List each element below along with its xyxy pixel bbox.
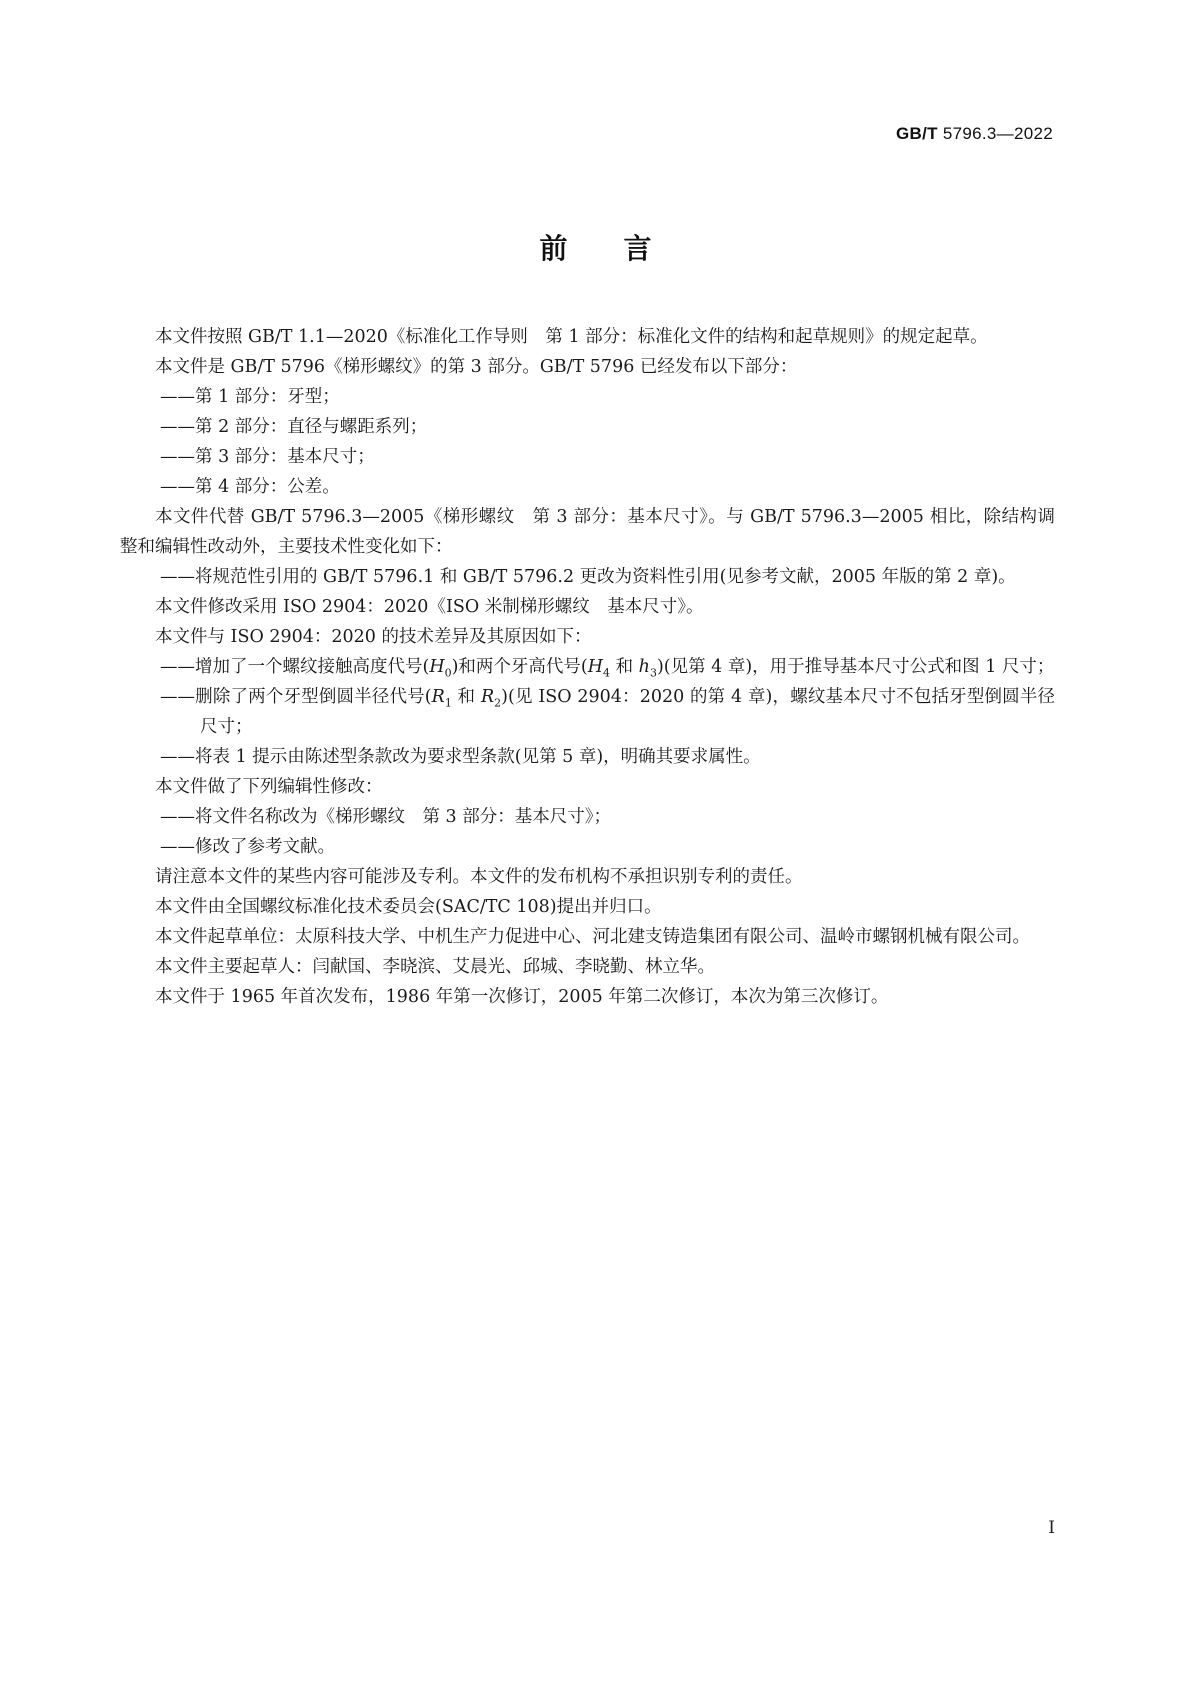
title-char-1: 前 (539, 232, 568, 265)
paragraph-history: 本文件于 1965 年首次发布，1986 年第一次修订，2005 年第二次修订，本次为第三次修订。 (155, 987, 889, 1007)
paragraph-drafting-units: 本文件起草单位：太原科技大学、中机生产力促进中心、河北建支铸造集团有限公司、温岭市螺钢机械有限公司。 (155, 927, 1030, 947)
list-item-part-4: ——第 4 部分：公差。 (160, 477, 340, 497)
paragraph-drafting-rules: 本文件按照 GB/T 1.1—2020《标准化工作导则 第 1 部分：标准化文件的结构和起草规则》的规定起草。 (155, 327, 988, 347)
paragraph-patent-notice: 请注意本文件的某些内容可能涉及专利。本文件的发布机构不承担识别专利的责任。 (155, 867, 803, 887)
list-item-rename: ——将文件名称改为《梯形螺纹 第 3 部分：基本尺寸》； (160, 807, 612, 827)
document-code-prefix: GB/T (896, 124, 938, 143)
list-item-bibliography: ——修改了参考文献。 (160, 837, 335, 857)
document-code (896, 124, 1053, 144)
document-code-number: 5796.3—2022 (942, 124, 1053, 143)
title-char-2: 言 (623, 232, 652, 265)
list-item-part-1: ——第 1 部分：牙型； (160, 387, 340, 407)
list-item-part-3: ——第 3 部分：基本尺寸； (160, 447, 375, 467)
foreword-body (120, 322, 1055, 1012)
paragraph-adoption: 本文件修改采用 ISO 2904：2020《ISO 米制梯形螺纹 基本尺寸》。 (155, 597, 704, 617)
paragraph-replaces: 本文件代替 GB/T 5796.3—2005《梯形螺纹 第 3 部分：基本尺寸》。与 GB/T 5796.3—2005 相比，除结构调整和编辑性改动外，主要技术性变化如下： (120, 507, 1055, 557)
paragraph-part-info: 本文件是 GB/T 5796《梯形螺纹》的第 3 部分。GB/T 5796 已经发布以下部分： (155, 357, 798, 377)
paragraph-drafters: 本文件主要起草人：闫献国、李晓滨、艾晨光、邱城、李晓勤、林立华。 (155, 957, 715, 977)
list-item-deleted-symbols: ——删除了两个牙型倒圆半径代号($R_1$ 和 $R_2$)(见 ISO 2904：2020 的第 4 章)，螺纹基本尺寸不包括牙型倒圆半径尺寸； (160, 687, 1055, 737)
paragraph-editorial: 本文件做了下列编辑性修改： (155, 777, 383, 797)
paragraph-committee: 本文件由全国螺纹标准化技术委员会(SAC/TC 108)提出并归口。 (155, 897, 662, 917)
list-item-change-reference: ——将规范性引用的 GB/T 5796.1 和 GB/T 5796.2 更改为资料性引用(见参考文献，2005 年版的第 2 章)。 (160, 567, 1016, 587)
list-item-part-2: ——第 2 部分：直径与螺距系列； (160, 417, 428, 437)
list-item-added-symbols: ——增加了一个螺纹接触高度代号$(H_0)$和两个牙高代号($H_4$ 和 $h_3$)(见第 4 章)，用于推导基本尺寸公式和图 1 尺寸； (160, 657, 1055, 680)
page-title (0, 227, 1191, 267)
list-item-table-clause: ——将表 1 提示由陈述型条款改为要求型条款(见第 5 章)，明确其要求属性。 (160, 747, 761, 767)
page-number: I (1048, 1518, 1055, 1538)
paragraph-differences: 本文件与 ISO 2904：2020 的技术差异及其原因如下： (155, 627, 592, 647)
